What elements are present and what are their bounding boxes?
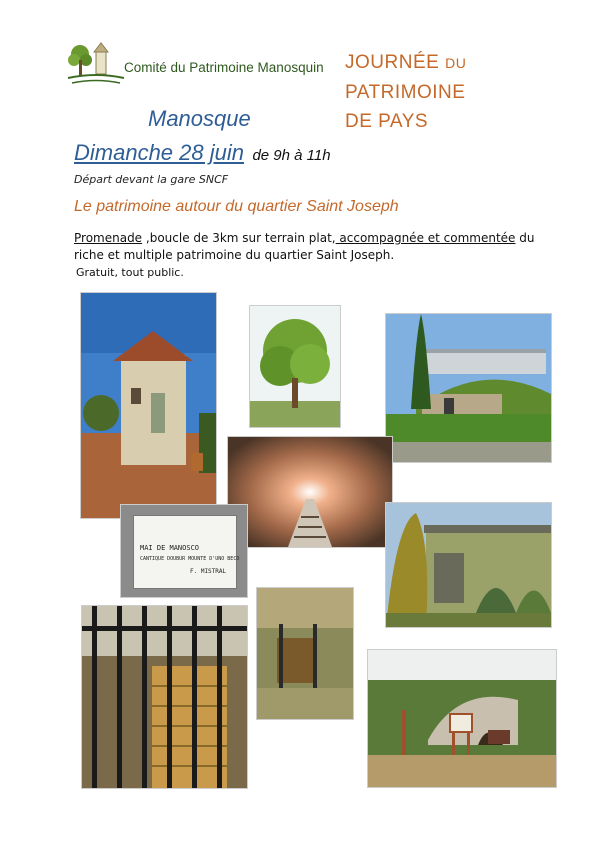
tree-and-tower-logo-icon <box>66 38 126 90</box>
plaque-line1: MAI DE MANOSCO <box>140 544 200 552</box>
photo-green-roof-building <box>386 314 551 462</box>
event-date: Dimanche 28 juin <box>74 140 244 165</box>
desc-heritage: du riche et multiple patrimoine du quartier Saint Joseph. <box>74 231 535 262</box>
event-description <box>74 230 564 264</box>
event-title-line1-suffix: DU <box>445 55 467 71</box>
event-title-line2: PATRIMOINE <box>345 82 466 103</box>
plaque-panel <box>133 515 240 589</box>
event-theme: Le patrimoine autour du quartier Saint Joseph <box>74 198 399 215</box>
desc-loop: ,boucle de 3km sur terrain plat, <box>142 231 336 245</box>
event-title-line1: JOURNÉE <box>345 52 440 73</box>
photo-tower <box>81 293 216 518</box>
org-logo <box>66 38 126 90</box>
plaque-line2: CANTIQUE DOUBUR MOUNTE D'UNO BECO <box>140 556 240 562</box>
desc-promenade: Promenade <box>74 231 143 245</box>
city-name: Manosque <box>148 106 251 131</box>
photo-tree <box>250 306 340 427</box>
photo-mural-wall <box>386 503 551 627</box>
photo-sluice-gate <box>257 588 353 719</box>
event-title <box>345 48 466 136</box>
price-info: Gratuit, tout public. <box>76 266 184 279</box>
date-line <box>74 140 331 166</box>
desc-guided: accompagnée et commentée <box>335 231 516 245</box>
meeting-point: Départ devant la gare SNCF <box>74 173 229 186</box>
photo-fence <box>82 606 247 788</box>
plaque-line3: F. MISTRAL <box>190 568 227 575</box>
event-title-line3: DE PAYS <box>345 111 429 132</box>
event-time: de 9h à 11h <box>252 147 331 164</box>
org-name: Comité du Patrimoine Manosquin <box>124 60 324 75</box>
photo-cave-signs <box>368 650 556 787</box>
photo-tunnel <box>228 437 392 547</box>
photo-mistral-plaque <box>121 505 247 597</box>
